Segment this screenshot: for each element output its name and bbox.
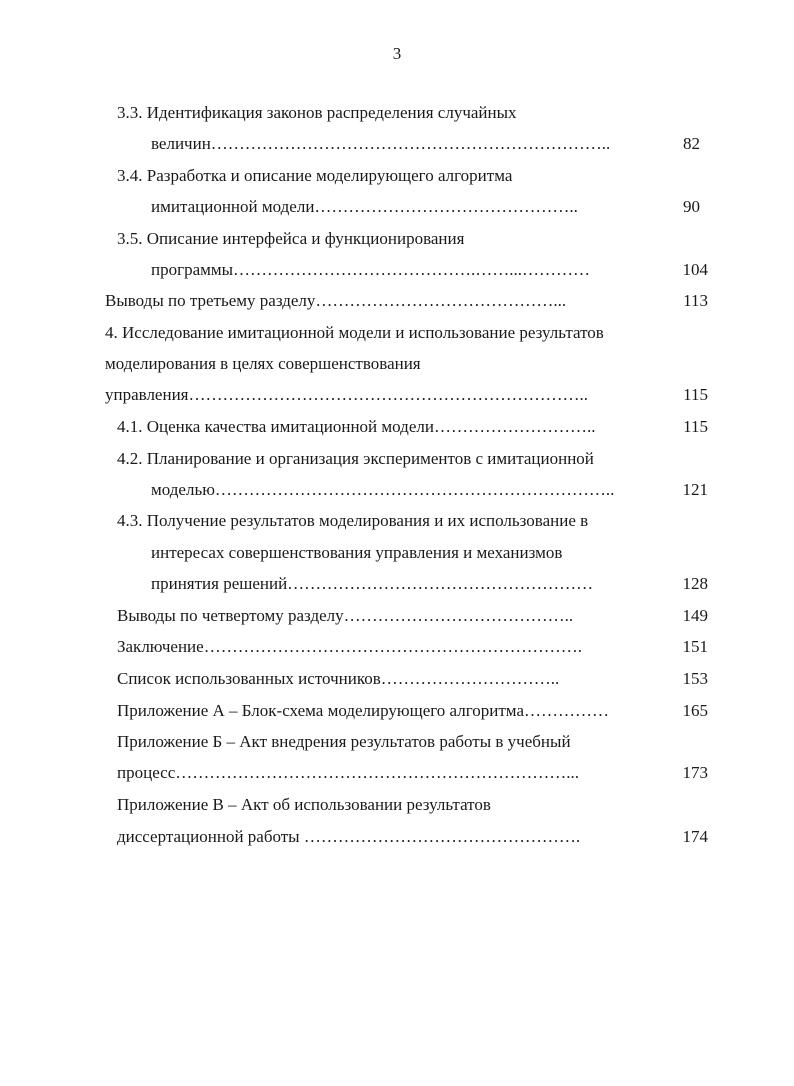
toc-entry-4-2-page: 121 (682, 480, 708, 499)
page-number: 3 (392, 44, 402, 63)
toc-entry-3-5-page: 104 (682, 260, 708, 279)
toc-entry-appendix-b-title: Приложение Б – Акт внедрения результатов работы в учебный (117, 732, 571, 751)
toc-entry-4-3-title-2: интересах совершенствования управления и механизмов (151, 543, 563, 562)
toc-entry-3-5-title: 3.5. Описание интерфейса и функционирования (117, 229, 465, 248)
toc-entry-4-1-page: 115 (683, 417, 708, 436)
toc-entry-conclusions-3-page: 113 (683, 291, 708, 310)
toc-entry-4-3-title-1: 4.3. Получение результатов моделирования и их использование в (117, 511, 589, 530)
toc-entry-conclusions-4: Выводы по четвертому разделу………………………………….. (117, 606, 574, 625)
toc-entry-3-5-leader: программы…………………………………….……...………… (151, 260, 591, 279)
toc-entry-sources-page: 153 (682, 669, 708, 688)
toc-entry-3-4-title: 3.4. Разработка и описание моделирующего алгоритма (117, 166, 513, 185)
toc-entry-appendix-v-page: 174 (682, 827, 708, 846)
toc-entry-4-3-leader: принятия решений……………………………………………… (151, 574, 594, 593)
toc-entry-sources: Список использованных источников………………………….. (117, 669, 560, 688)
toc-entry-3-3-page: 82 (683, 134, 700, 153)
toc-entry-4-1: 4.1. Оценка качества имитационной модели……………………….. (117, 417, 596, 436)
toc-entry-3-4-leader: имитационной модели……………………………………….. (151, 197, 578, 216)
toc-entry-appendix-a: Приложение А – Блок-схема моделирующего алгоритма…………… (117, 701, 609, 720)
toc-entry-3-3-title: 3.3. Идентификация законов распределения случайных (117, 103, 517, 122)
toc-entry-appendix-a-page: 165 (682, 701, 708, 720)
toc-entry-appendix-v-leader: диссертационной работы …………………………………………. (117, 827, 581, 846)
toc-entry-appendix-b-leader: процесс……………………………………………………………... (117, 763, 580, 782)
toc-entry-4-2-leader: моделью…………………………………………………………….. (151, 480, 615, 499)
toc-entry-conclusion: Заключение…………………………………………………………. (117, 637, 582, 656)
toc-entry-4-title-1: 4. Исследование имитационной модели и использование результатов (105, 323, 604, 342)
toc-entry-appendix-v-title: Приложение В – Акт об использовании результатов (117, 795, 491, 814)
toc-entry-appendix-b-page: 173 (682, 763, 708, 782)
toc-entry-4-title-2: моделирования в целях совершенствования (105, 354, 421, 373)
toc-entry-conclusion-page: 151 (682, 637, 708, 656)
toc-entry-4-page: 115 (683, 385, 708, 404)
toc-entry-3-3-leader: величин…………………………………………………………….. (151, 134, 611, 153)
toc-entry-4-2-title: 4.2. Планирование и организация экспериментов с имитационной (117, 449, 594, 468)
toc-entry-3-4-page: 90 (683, 197, 700, 216)
toc-entry-conclusions-4-page: 149 (682, 606, 708, 625)
toc-entry-4-3-page: 128 (682, 574, 708, 593)
toc-entry-conclusions-3: Выводы по третьему разделу……………………………………... (105, 291, 567, 310)
toc-entry-4-leader: управления…………………………………………………………….. (105, 385, 588, 404)
